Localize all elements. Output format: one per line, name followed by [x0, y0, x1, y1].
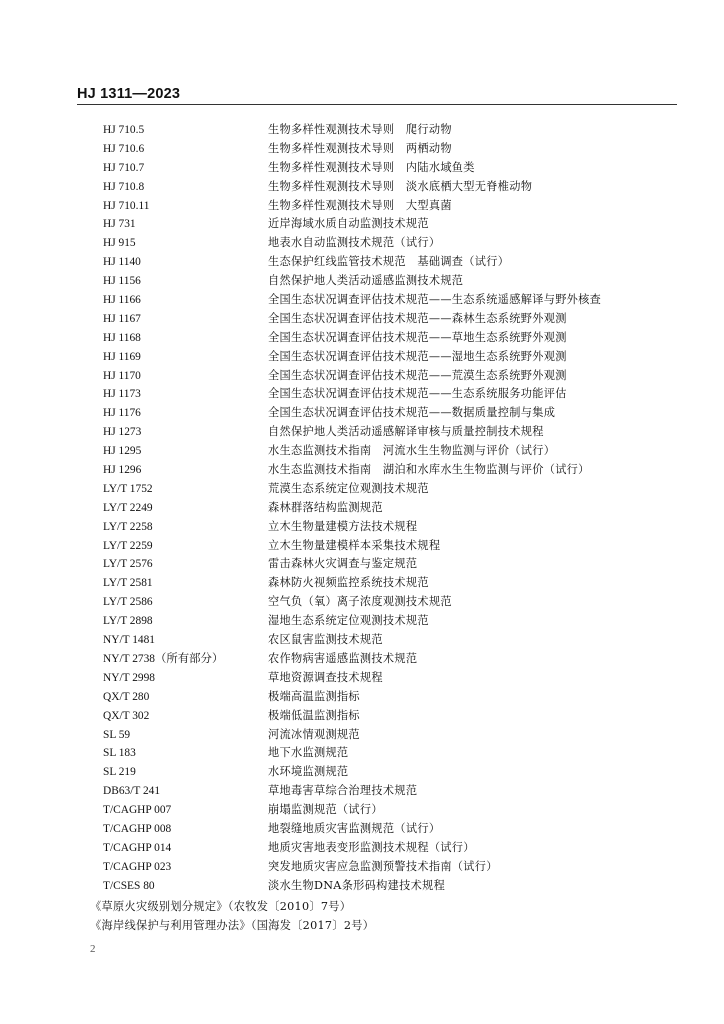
standard-title: 全国生态状况调查评估技术规范——生态系统遥感解译与野外核查: [268, 293, 602, 307]
standard-code: SL 59: [103, 728, 131, 741]
standard-title: 水生态监测技术指南 湖泊和水库水生生物监测与评价（试行）: [268, 463, 590, 477]
standard-title: 农区鼠害监测技术规范: [268, 633, 383, 647]
reference-row: [103, 310, 663, 329]
standard-title: 地下水监测规范: [268, 746, 349, 760]
standard-code: T/CAGHP 014: [103, 841, 172, 854]
reference-row: [103, 820, 663, 839]
standard-title: 近岸海域水质自动监测技术规范: [268, 217, 429, 231]
standard-code: T/CAGHP 023: [103, 860, 172, 873]
reference-row: [103, 650, 663, 669]
standard-code: T/CAGHP 007: [103, 804, 172, 817]
standard-title: 生物多样性观测技术导则 淡水底栖大型无脊椎动物: [268, 179, 533, 193]
reference-row: [103, 839, 663, 858]
standard-title: 全国生态状况调查评估技术规范——湿地生态系统野外观测: [268, 349, 567, 363]
reference-row: [103, 215, 663, 234]
standard-title: 地裂缝地质灾害监测规范（试行）: [268, 821, 441, 835]
document-id-header: HJ 1311—2023: [77, 86, 181, 102]
reference-row: [103, 442, 663, 461]
reference-row: [103, 763, 663, 782]
standard-code: QX/T 302: [103, 709, 150, 722]
standard-code: HJ 1169: [103, 350, 141, 363]
standard-title: 森林防火视频监控系统技术规范: [268, 576, 429, 590]
standard-code: QX/T 280: [103, 690, 150, 703]
standard-title: 水生态监测技术指南 河流水生生物监测与评价（试行）: [268, 444, 556, 458]
standard-code: HJ 1167: [103, 312, 141, 325]
standard-code: HJ 1140: [103, 256, 141, 269]
reference-row: [103, 726, 663, 745]
reference-row: [103, 348, 663, 367]
standard-code: HJ 1173: [103, 388, 141, 401]
standard-title: 全国生态状况调查评估技术规范——森林生态系统野外观测: [268, 311, 567, 325]
reference-row: [103, 272, 663, 291]
reference-row: [103, 140, 663, 159]
reference-row: [103, 593, 663, 612]
regulation-document: 《海岸线保护与利用管理办法》（国海发〔2017〕2号）: [90, 918, 375, 932]
reference-row: [103, 707, 663, 726]
standard-title: 全国生态状况调查评估技术规范——荒漠生态系统野外观测: [268, 368, 567, 382]
standard-code: LY/T 1752: [103, 482, 153, 495]
standard-code: HJ 1156: [103, 275, 141, 288]
reference-row: [103, 499, 663, 518]
standard-title: 空气负（氧）离子浓度观测技术规范: [268, 595, 452, 609]
header-rule: [77, 104, 677, 105]
standard-title: 立木生物量建模样本采集技术规程: [268, 538, 441, 552]
standard-code: HJ 710.8: [103, 180, 145, 193]
reference-row: [103, 782, 663, 801]
standard-title: 森林群落结构监测规范: [268, 500, 383, 514]
reference-row: [103, 367, 663, 386]
standard-title: 生物多样性观测技术导则 大型真菌: [268, 198, 452, 212]
reference-row: [103, 197, 663, 216]
standard-code: HJ 1166: [103, 294, 141, 307]
regulation-documents-list: [90, 898, 690, 935]
standard-code: LY/T 2576: [103, 558, 153, 571]
standard-title: 生物多样性观测技术导则 爬行动物: [268, 123, 452, 136]
regulation-document: 《草原火灾级别划分规定》（农牧发〔2010〕7号）: [90, 900, 352, 913]
standard-title: 湿地生态系统定位观测技术规范: [268, 614, 429, 628]
standard-code: HJ 1273: [103, 426, 142, 439]
standard-title: 淡水生物DNA条形码构建技术规程: [268, 878, 446, 892]
reference-row: [103, 612, 663, 631]
reference-row: [103, 291, 663, 310]
reference-row: [103, 480, 663, 499]
standard-title: 草地资源调查技术规程: [268, 670, 383, 684]
standard-title: 水环境监测规范: [268, 765, 349, 779]
standard-code: HJ 710.11: [103, 199, 150, 212]
standard-title: 全国生态状况调查评估技术规范——草地生态系统野外观测: [268, 330, 567, 344]
reference-row: [103, 877, 663, 896]
standard-title: 自然保护地人类活动遥感监测技术规范: [268, 274, 464, 288]
reference-row: [103, 537, 663, 556]
reference-row: [103, 631, 663, 650]
standard-code: HJ 710.5: [103, 124, 145, 136]
standard-code: NY/T 1481: [103, 634, 155, 647]
standard-title: 荒漠生态系统定位观测技术规范: [268, 481, 429, 495]
standard-code: HJ 731: [103, 218, 136, 231]
standard-code: LY/T 2259: [103, 539, 153, 552]
standard-title: 草地毒害草综合治理技术规范: [268, 784, 418, 798]
standard-code: HJ 710.6: [103, 142, 145, 155]
standard-title: 全国生态状况调查评估技术规范——生态系统服务功能评估: [268, 387, 567, 401]
standard-title: 河流冰情观测规范: [268, 727, 360, 741]
standard-title: 极端低温监测指标: [268, 708, 360, 722]
standard-code: LY/T 2898: [103, 615, 153, 628]
standard-code: HJ 1296: [103, 464, 142, 477]
reference-row: [103, 574, 663, 593]
reference-row: [103, 688, 663, 707]
page-number: 2: [90, 943, 96, 955]
reference-row: [103, 329, 663, 348]
standard-title: 雷击森林火灾调查与鉴定规范: [268, 557, 418, 571]
reference-row: [103, 669, 663, 688]
reference-row: [103, 518, 663, 537]
standard-code: HJ 1170: [103, 369, 141, 382]
standard-title: 生物多样性观测技术导则 两栖动物: [268, 141, 452, 155]
reference-row: [103, 744, 663, 763]
standard-code: DB63/T 241: [103, 785, 161, 798]
reference-row: [103, 159, 663, 178]
standard-title: 地表水自动监测技术规范（试行）: [268, 236, 441, 250]
reference-row: [103, 423, 663, 442]
reference-row: [103, 801, 663, 820]
reference-row: [103, 404, 663, 423]
standard-code: LY/T 2586: [103, 596, 153, 609]
standard-code: HJ 1295: [103, 445, 142, 458]
standard-code: SL 219: [103, 766, 136, 779]
standard-code: LY/T 2581: [103, 577, 153, 590]
reference-row: [103, 234, 663, 253]
standard-title: 地质灾害地表变形监测技术规程（试行）: [268, 840, 475, 854]
reference-row: [103, 555, 663, 574]
reference-row: [103, 461, 663, 480]
standard-title: 极端高温监测指标: [268, 689, 360, 703]
standard-code: HJ 710.7: [103, 161, 145, 174]
reference-row: [103, 121, 663, 140]
reference-row: [103, 385, 663, 404]
standard-code: T/CSES 80: [103, 879, 155, 892]
standard-title: 自然保护地人类活动遥感解译审核与质量控制技术规程: [268, 425, 544, 439]
standard-title: 崩塌监测规范（试行）: [268, 803, 383, 817]
standard-code: T/CAGHP 008: [103, 822, 172, 835]
standard-code: NY/T 2738（所有部分）: [103, 652, 224, 665]
reference-row: [103, 178, 663, 197]
standard-code: HJ 1176: [103, 407, 141, 420]
standard-code: LY/T 2258: [103, 520, 153, 533]
standard-code: NY/T 2998: [103, 671, 155, 684]
standard-title: 全国生态状况调查评估技术规范——数据质量控制与集成: [268, 406, 556, 420]
standard-title: 农作物病害遥感监测技术规范: [268, 651, 418, 665]
standard-code: LY/T 2249: [103, 501, 153, 514]
reference-row: [103, 253, 663, 272]
standard-title: 生物多样性观测技术导则 内陆水域鱼类: [268, 160, 475, 174]
standard-code: HJ 915: [103, 237, 136, 250]
normative-references-list: [103, 121, 663, 896]
standard-title: 生态保护红线监管技术规范 基础调查（试行）: [268, 255, 510, 269]
standard-title: 突发地质灾害应急监测预警技术指南（试行）: [268, 859, 498, 873]
standard-title: 立木生物量建模方法技术规程: [268, 519, 418, 533]
standard-code: HJ 1168: [103, 331, 141, 344]
standard-code: SL 183: [103, 747, 136, 760]
reference-row: [103, 858, 663, 877]
